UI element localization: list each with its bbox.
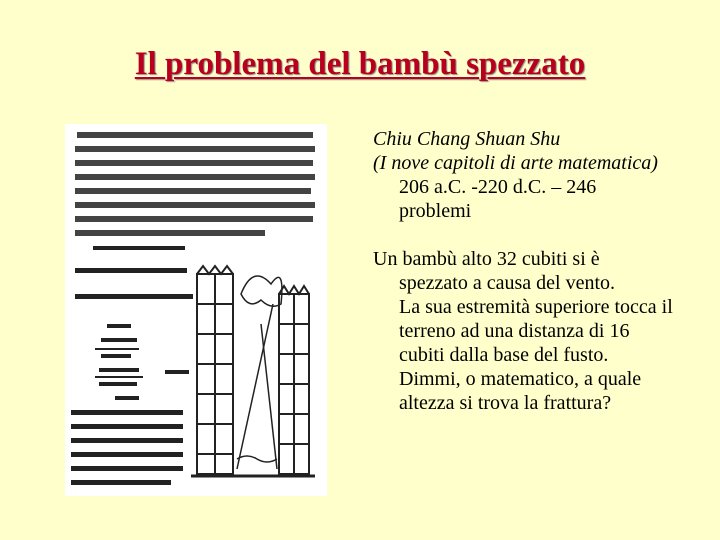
problem-line: Dimmi, o matematico, a quale altezza si trova la frattura? bbox=[399, 368, 642, 414]
manuscript-calculations bbox=[71, 246, 193, 485]
book-details: 206 a.C. -220 d.C. – 246 problemi bbox=[399, 176, 597, 222]
slide-title: Il problema del bambù spezzato bbox=[134, 46, 586, 82]
towers-drawing bbox=[191, 266, 315, 476]
problem-line: La sua estremità superiore tocca il terreno ad una distanza di 16 cubiti dalla base del fusto. bbox=[399, 296, 673, 366]
book-title: Chiu Chang Shuan Shu bbox=[373, 128, 561, 150]
manuscript-text-lines bbox=[75, 132, 315, 236]
problem-text-block bbox=[373, 127, 673, 415]
book-reference bbox=[373, 127, 673, 223]
book-subtitle-line bbox=[373, 151, 673, 223]
manuscript-illustration bbox=[65, 124, 327, 496]
book-subtitle: (I nove capitoli di arte matematica) bbox=[373, 152, 658, 174]
problem-statement bbox=[373, 247, 673, 415]
problem-line: Un bambù alto 32 cubiti si è spezzato a causa del vento. bbox=[373, 248, 616, 294]
